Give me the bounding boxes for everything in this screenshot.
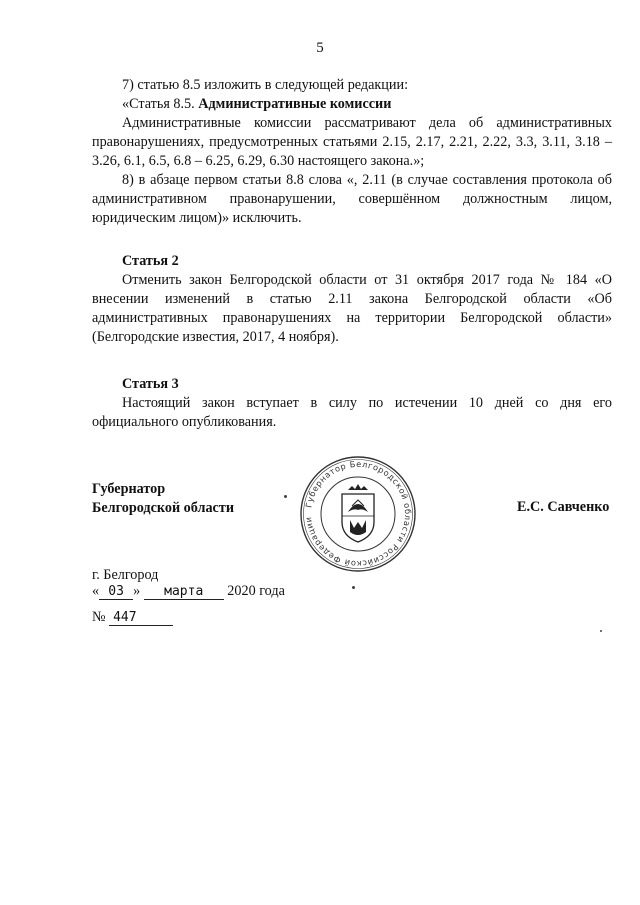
article-3-text: Настоящий закон вступает в силу по истечении 10 дней со дня его официального опубликования. (92, 395, 612, 430)
article-8-5-heading: Административные комиссии (198, 96, 392, 112)
signatory-position: Губернатор Белгородской области (92, 481, 234, 516)
page-number: 5 (316, 40, 324, 56)
article-2-text: Отменить закон Белгородской области от 31 октября 2017 года № 184 «О внесении изменений в статью 2.11 закона Белгородской области «Об административных правонарушениях на территории Белгородской области» (Белгородские известия, 2017, 4 ноября). (92, 272, 612, 345)
article-2-heading: Статья 2 (122, 253, 179, 269)
article-3 (92, 375, 612, 432)
scan-speck (284, 495, 287, 498)
coat-of-arms-icon (342, 484, 374, 542)
item-8-text: 8) в абзаце первом статьи 8.8 слова «, 2.11 (в случае составления протокола об административном правонарушении, совершённом должностным лицом, юридическим лицом)» исключить. (92, 172, 612, 226)
law-number-value: 447 (109, 610, 173, 626)
date-year: 2020 года (227, 583, 285, 599)
signing-date: « 03 » марта 2020 года (92, 583, 285, 599)
article-8-5-title: «Статья 8.5. Административные комиссии (122, 96, 392, 112)
law-number: № 447 (92, 609, 173, 626)
place-of-signing: г. Белгород (92, 567, 159, 583)
article-8-5-text: Административные комиссии рассматривают дела об административных правонарушениях, предусмотренных статьями 2.15, 2.17, 2.21, 2.22, 3.3, 3.11, 3.18 – 3.26, 6.1, 6.5, 6.8 – 6.25, 6.29, 6.30 настоящего закона.»; (92, 115, 612, 169)
svg-text:Губернатор Белгородской област (303, 459, 413, 569)
item-7-intro: 7) статью 8.5 изложить в следующей редакции: (122, 77, 409, 93)
article-3-heading: Статья 3 (122, 376, 179, 392)
signatory-name: Е.С. Савченко (517, 499, 610, 515)
date-month: марта (144, 584, 224, 600)
item-8 (92, 171, 612, 228)
item-7 (92, 76, 612, 171)
article-2 (92, 252, 612, 347)
date-day: 03 (99, 584, 133, 600)
official-seal (298, 454, 418, 574)
scan-speck (352, 586, 355, 589)
scan-speck (600, 630, 602, 632)
seal-text: Губернатор Белгородской области Российской Федерации (303, 458, 414, 570)
